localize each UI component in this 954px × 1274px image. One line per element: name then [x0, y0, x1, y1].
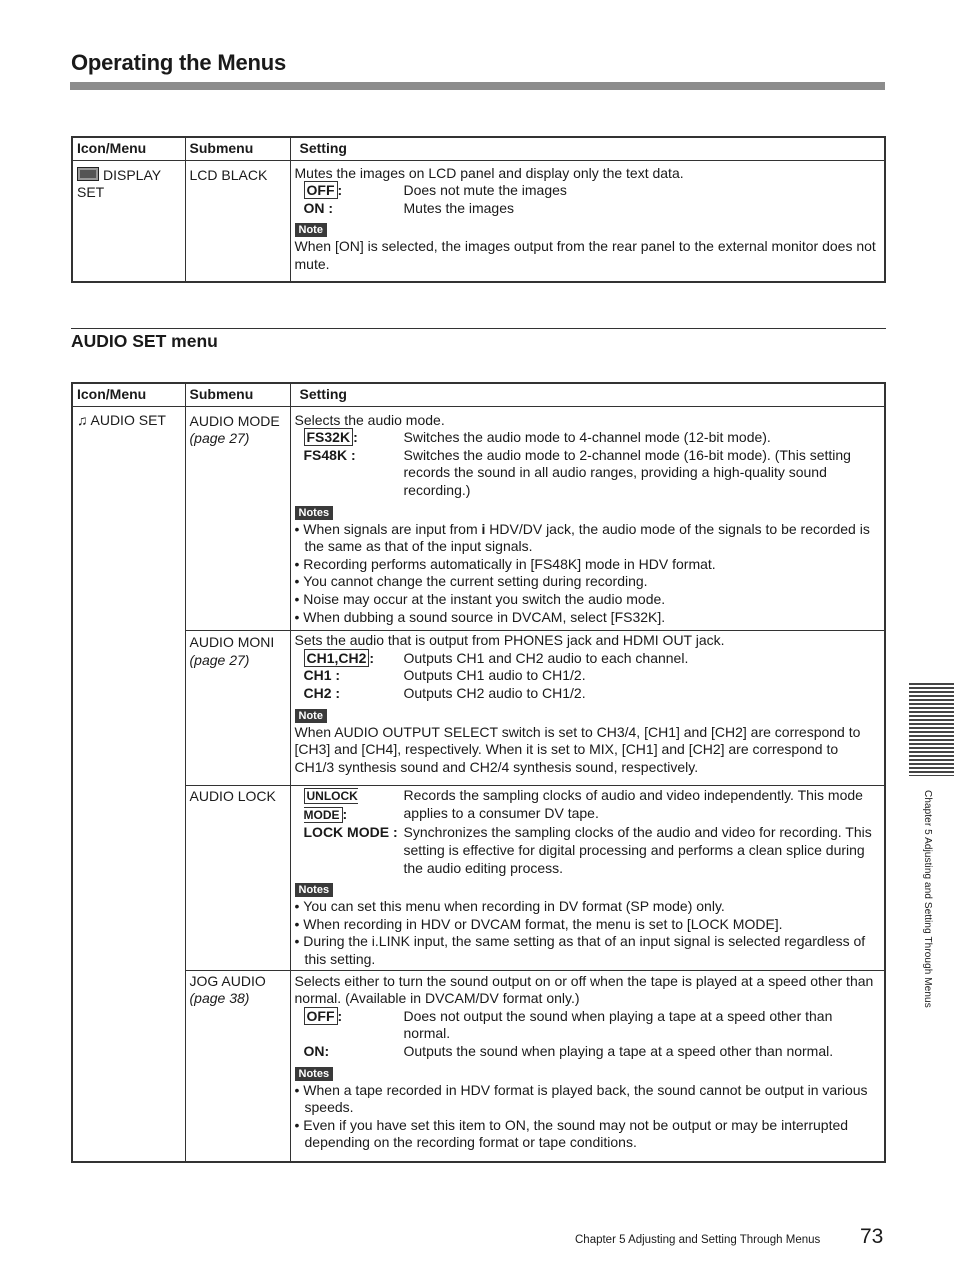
- note-item: • During the i.LINK input, the same setting as that of an input signal is selected regardless of this setting.: [294, 933, 866, 968]
- option-key: ON:: [303, 1043, 330, 1059]
- page-title: Operating the Menus: [71, 50, 286, 75]
- table-row: [72, 406, 885, 631]
- option-desc: Outputs CH1 and CH2 audio to each channel.: [403, 649, 689, 666]
- submenu-name: LCD BLACK: [185, 160, 290, 282]
- option-row: [295, 824, 881, 877]
- table-row: [72, 786, 885, 970]
- ilink-icon: i: [481, 520, 486, 537]
- notes-label: Notes: [295, 506, 334, 520]
- option-row: [295, 200, 881, 218]
- menu-name: DISPLAY SET: [77, 166, 161, 201]
- note-item: • You can set this menu when recording in DV format (SP mode) only.: [294, 898, 725, 915]
- submenu-name: AUDIO MONI: [189, 634, 275, 651]
- notes-label: Notes: [295, 883, 334, 897]
- header-icon-menu: Icon/Menu: [72, 137, 185, 160]
- option-desc: Does not output the sound when playing a tape at a speed other than normal.: [403, 1007, 833, 1042]
- note-item: • When signals are input from i HDV/DV jack, the audio mode of the signals to be recorded is the same as that of the input signals.: [294, 520, 870, 555]
- display-icon: [77, 167, 99, 181]
- option-key: OFF: [304, 1007, 338, 1025]
- header-submenu: Submenu: [185, 383, 290, 406]
- option-desc: Outputs CH2 audio to CH1/2.: [403, 684, 586, 701]
- notes-label: Notes: [295, 1067, 334, 1081]
- note-item: • When recording in HDV or DVCAM format, the menu is set to [LOCK MODE].: [294, 915, 783, 932]
- option-desc: Outputs the sound when playing a tape at a speed other than normal.: [403, 1043, 834, 1059]
- note-label: Note: [295, 223, 327, 237]
- option-desc: Switches the audio mode to 2-channel mode (16-bit mode). (This setting records the sound in all audio ranges, providing a high-quality sound recording.): [403, 446, 851, 498]
- option-row: FS32K : Switches the audio mode to 4-channel mode (12-bit mode).: [295, 429, 881, 447]
- menu-name: AUDIO SET: [90, 411, 166, 428]
- note-item: • Recording performs automatically in [FS48K] mode in HDV format.: [294, 555, 716, 572]
- page-reference: (page 27): [189, 651, 250, 668]
- setting-intro: Selects the audio mode.: [294, 411, 445, 428]
- note-item: • When a tape recorded in HDV format is played back, the sound cannot be output in various speeds.: [294, 1081, 868, 1116]
- section-divider: [71, 328, 886, 329]
- setting-intro: Mutes the images on LCD panel and display only the text data.: [294, 164, 684, 181]
- page-reference: (page 38): [189, 990, 250, 1007]
- display-set-table: [71, 136, 886, 283]
- option-row: [295, 685, 881, 703]
- note-item: • You cannot change the current setting during recording.: [294, 573, 648, 590]
- submenu-name: AUDIO MODE: [189, 412, 280, 429]
- title-underline-bar: [70, 82, 885, 90]
- option-row: [295, 447, 881, 500]
- page-number: 73: [860, 1225, 884, 1248]
- option-row: OFF : Does not output the sound when playing a tape at a speed other than normal.: [295, 1008, 881, 1043]
- note-label: Note: [295, 709, 327, 723]
- option-desc: Records the sampling clocks of audio and video independently. This mode applies to a consumer DV tape.: [403, 787, 863, 821]
- header-setting: Setting: [290, 383, 885, 406]
- option-key: ON :: [303, 199, 334, 216]
- option-key: FS48K :: [303, 446, 356, 463]
- side-chapter-label: Chapter 5 Adjusting and Setting Through Menus: [922, 790, 933, 1008]
- option-key: OFF: [304, 181, 338, 199]
- header-setting: Setting: [290, 137, 885, 160]
- option-key: FS32K: [304, 428, 354, 446]
- table-header-row: [72, 383, 885, 406]
- option-key: CH2 :: [303, 684, 341, 701]
- table-header-row: [72, 137, 885, 160]
- section-title: AUDIO SET menu: [71, 331, 218, 351]
- table-row: [72, 631, 885, 786]
- option-desc: Switches the audio mode to 4-channel mode (12-bit mode).: [403, 429, 771, 446]
- note-text: When AUDIO OUTPUT SELECT switch is set to CH3/4, [CH1] and [CH2] are correspond to [CH3] and [CH4], respectively. When it is set to MIX, [CH1] and [CH2] are correspond to CH1/3 synthesis sound and CH2/4 synthesis sound, respectively.: [294, 723, 861, 775]
- setting-intro: Selects either to turn the sound output on or off when the tape is played at a speed other than normal. (Available in DVCAM/DV format only.): [294, 972, 874, 1007]
- table-row: [72, 160, 885, 282]
- table-row: [72, 970, 885, 1162]
- option-desc: Synchronizes the sampling clocks of the audio and video for recording. This setting is effective for digital processing and performs a clean splice during the audio editing process.: [403, 824, 872, 876]
- option-row: [295, 667, 881, 685]
- option-desc: Mutes the images: [403, 199, 514, 216]
- setting-intro: Sets the audio that is output from PHONES jack and HDMI OUT jack.: [294, 632, 725, 649]
- option-key: CH1,CH2: [304, 649, 370, 667]
- note-item: • Even if you have set this item to ON, the sound may not be output or may be interrupted depending on the recording format or tape conditions.: [294, 1116, 849, 1151]
- note-text: When [ON] is selected, the images output from the rear panel to the external monitor does not mute.: [294, 238, 876, 272]
- page-reference: (page 27): [189, 430, 250, 447]
- submenu-name: JOG AUDIO: [189, 972, 266, 989]
- option-key: CH1 :: [303, 667, 341, 684]
- option-row: CH1,CH2 : Outputs CH1 and CH2 audio to each channel.: [295, 650, 881, 668]
- submenu-name: AUDIO LOCK: [189, 788, 276, 805]
- option-row: OFF : Does not mute the images: [295, 182, 881, 200]
- option-key: UNLOCK MODE: [303, 789, 358, 822]
- note-item: • When dubbing a sound source in DVCAM, select [FS32K].: [294, 608, 666, 625]
- audio-set-table: [71, 382, 886, 1163]
- option-key: LOCK MODE :: [303, 824, 398, 841]
- chapter-thumb-tab: [909, 683, 954, 776]
- option-desc: Does not mute the images: [403, 182, 567, 199]
- option-desc: Outputs CH1 audio to CH1/2.: [403, 667, 586, 684]
- footer-chapter-label: Chapter 5 Adjusting and Setting Through Menus: [575, 1234, 821, 1246]
- note-item: • Noise may occur at the instant you switch the audio mode.: [294, 590, 666, 607]
- header-icon-menu: Icon/Menu: [72, 383, 185, 406]
- header-submenu: Submenu: [185, 137, 290, 160]
- option-row: [295, 1043, 881, 1061]
- audio-notes-icon: ♫: [77, 411, 88, 428]
- option-row: UNLOCK MODE : Records the sampling clocks of audio and video independently. This mode applies to a consumer DV tape.: [295, 787, 881, 824]
